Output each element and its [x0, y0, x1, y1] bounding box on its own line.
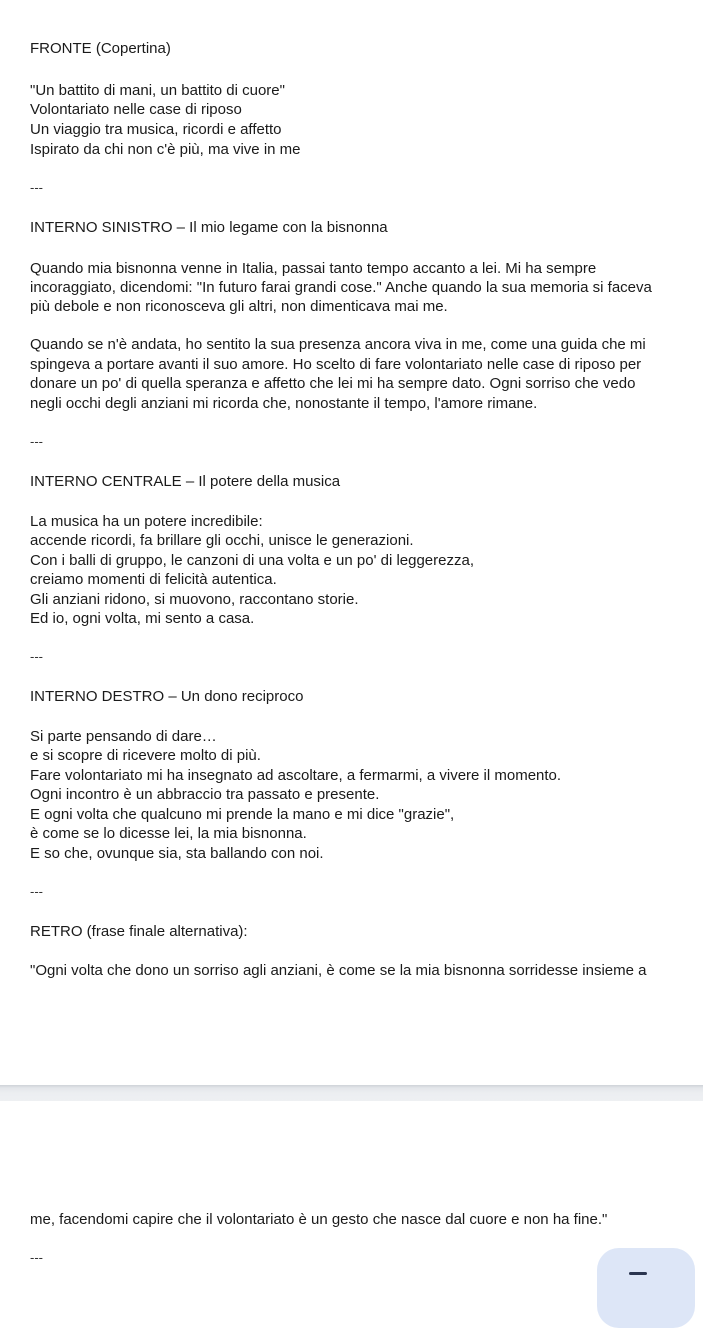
text-line: più debole e non riconosceva gli altri, non dimenticava mai me. — [30, 298, 448, 315]
separator: --- — [30, 884, 43, 899]
text-line: Fare volontariato mi ha insegnato ad ascoltare, a fermarmi, a vivere il momento. — [30, 767, 562, 784]
text-line: La musica ha un potere incredibile: — [30, 513, 263, 530]
text-line: E ogni volta che qualcuno mi prende la mano e mi dice "grazie", — [30, 806, 455, 823]
text-line: Gli anziani ridono, si muovono, raccontano storie. — [30, 591, 359, 608]
text-line: "Un battito di mani, un battito di cuore" — [30, 82, 285, 99]
section-heading-back: RETRO (frase finale alternativa): — [30, 923, 248, 940]
text-line: incoraggiato, dicendomi: "In futuro farai grandi cose." Anche quando la sua memoria si faceva — [30, 279, 652, 296]
edit-icon — [629, 1272, 647, 1275]
section-heading-right: INTERNO DESTRO – Un dono reciproco — [30, 688, 304, 705]
text-line: Quando mia bisnonna venne in Italia, passai tanto tempo accanto a lei. Mi ha sempre — [30, 260, 597, 277]
text-line: Si parte pensando di dare… — [30, 728, 217, 745]
text-line: Con i balli di gruppo, le canzoni di una volta e un po' di leggerezza, — [30, 552, 474, 569]
text-line: e si scopre di ricevere molto di più. — [30, 747, 261, 764]
edit-button[interactable] — [597, 1248, 695, 1328]
text-line: Un viaggio tra musica, ricordi e affetto — [30, 121, 282, 138]
text-line: "Ogni volta che dono un sorriso agli anziani, è come se la mia bisnonna sorridesse insieme a — [30, 962, 647, 979]
text-line: Ispirato da chi non c'è più, ma vive in me — [30, 141, 301, 158]
separator: --- — [30, 180, 43, 195]
text-line: spingeva a portare avanti il suo amore. Ho scelto di fare volontariato nelle case di riposo per — [30, 356, 642, 373]
text-line: me, facendomi capire che il volontariato è un gesto che nasce dal cuore e non ha fine." — [30, 1211, 608, 1228]
text-line: donare un po' di quella speranza e affetto che lei mi ha sempre dato. Ogni sorriso che vedo — [30, 375, 636, 392]
cover-heading: FRONTE (Copertina) — [30, 40, 171, 57]
text-line: E so che, ovunque sia, sta ballando con noi. — [30, 845, 324, 862]
text-line: negli occhi degli anziani mi ricorda che, nonostante il tempo, l'amore rimane. — [30, 395, 538, 412]
text-line: Volontariato nelle case di riposo — [30, 101, 242, 118]
document-page-2 — [0, 1101, 703, 1280]
text-line: creiamo momenti di felicità autentica. — [30, 571, 277, 588]
section-heading-center: INTERNO CENTRALE – Il potere della musica — [30, 473, 341, 490]
text-line: Quando se n'è andata, ho sentito la sua presenza ancora viva in me, come una guida che mi — [30, 336, 646, 353]
text-line: è come se lo dicesse lei, la mia bisnonna. — [30, 825, 307, 842]
text-line: Ogni incontro è un abbraccio tra passato e presente. — [30, 786, 380, 803]
separator: --- — [30, 649, 43, 664]
separator: --- — [30, 1250, 43, 1265]
separator: --- — [30, 434, 43, 449]
text-line: accende ricordi, fa brillare gli occhi, unisce le generazioni. — [30, 532, 414, 549]
section-heading-left: INTERNO SINISTRO – Il mio legame con la bisnonna — [30, 219, 388, 236]
text-line: Ed io, ogni volta, mi sento a casa. — [30, 610, 255, 627]
